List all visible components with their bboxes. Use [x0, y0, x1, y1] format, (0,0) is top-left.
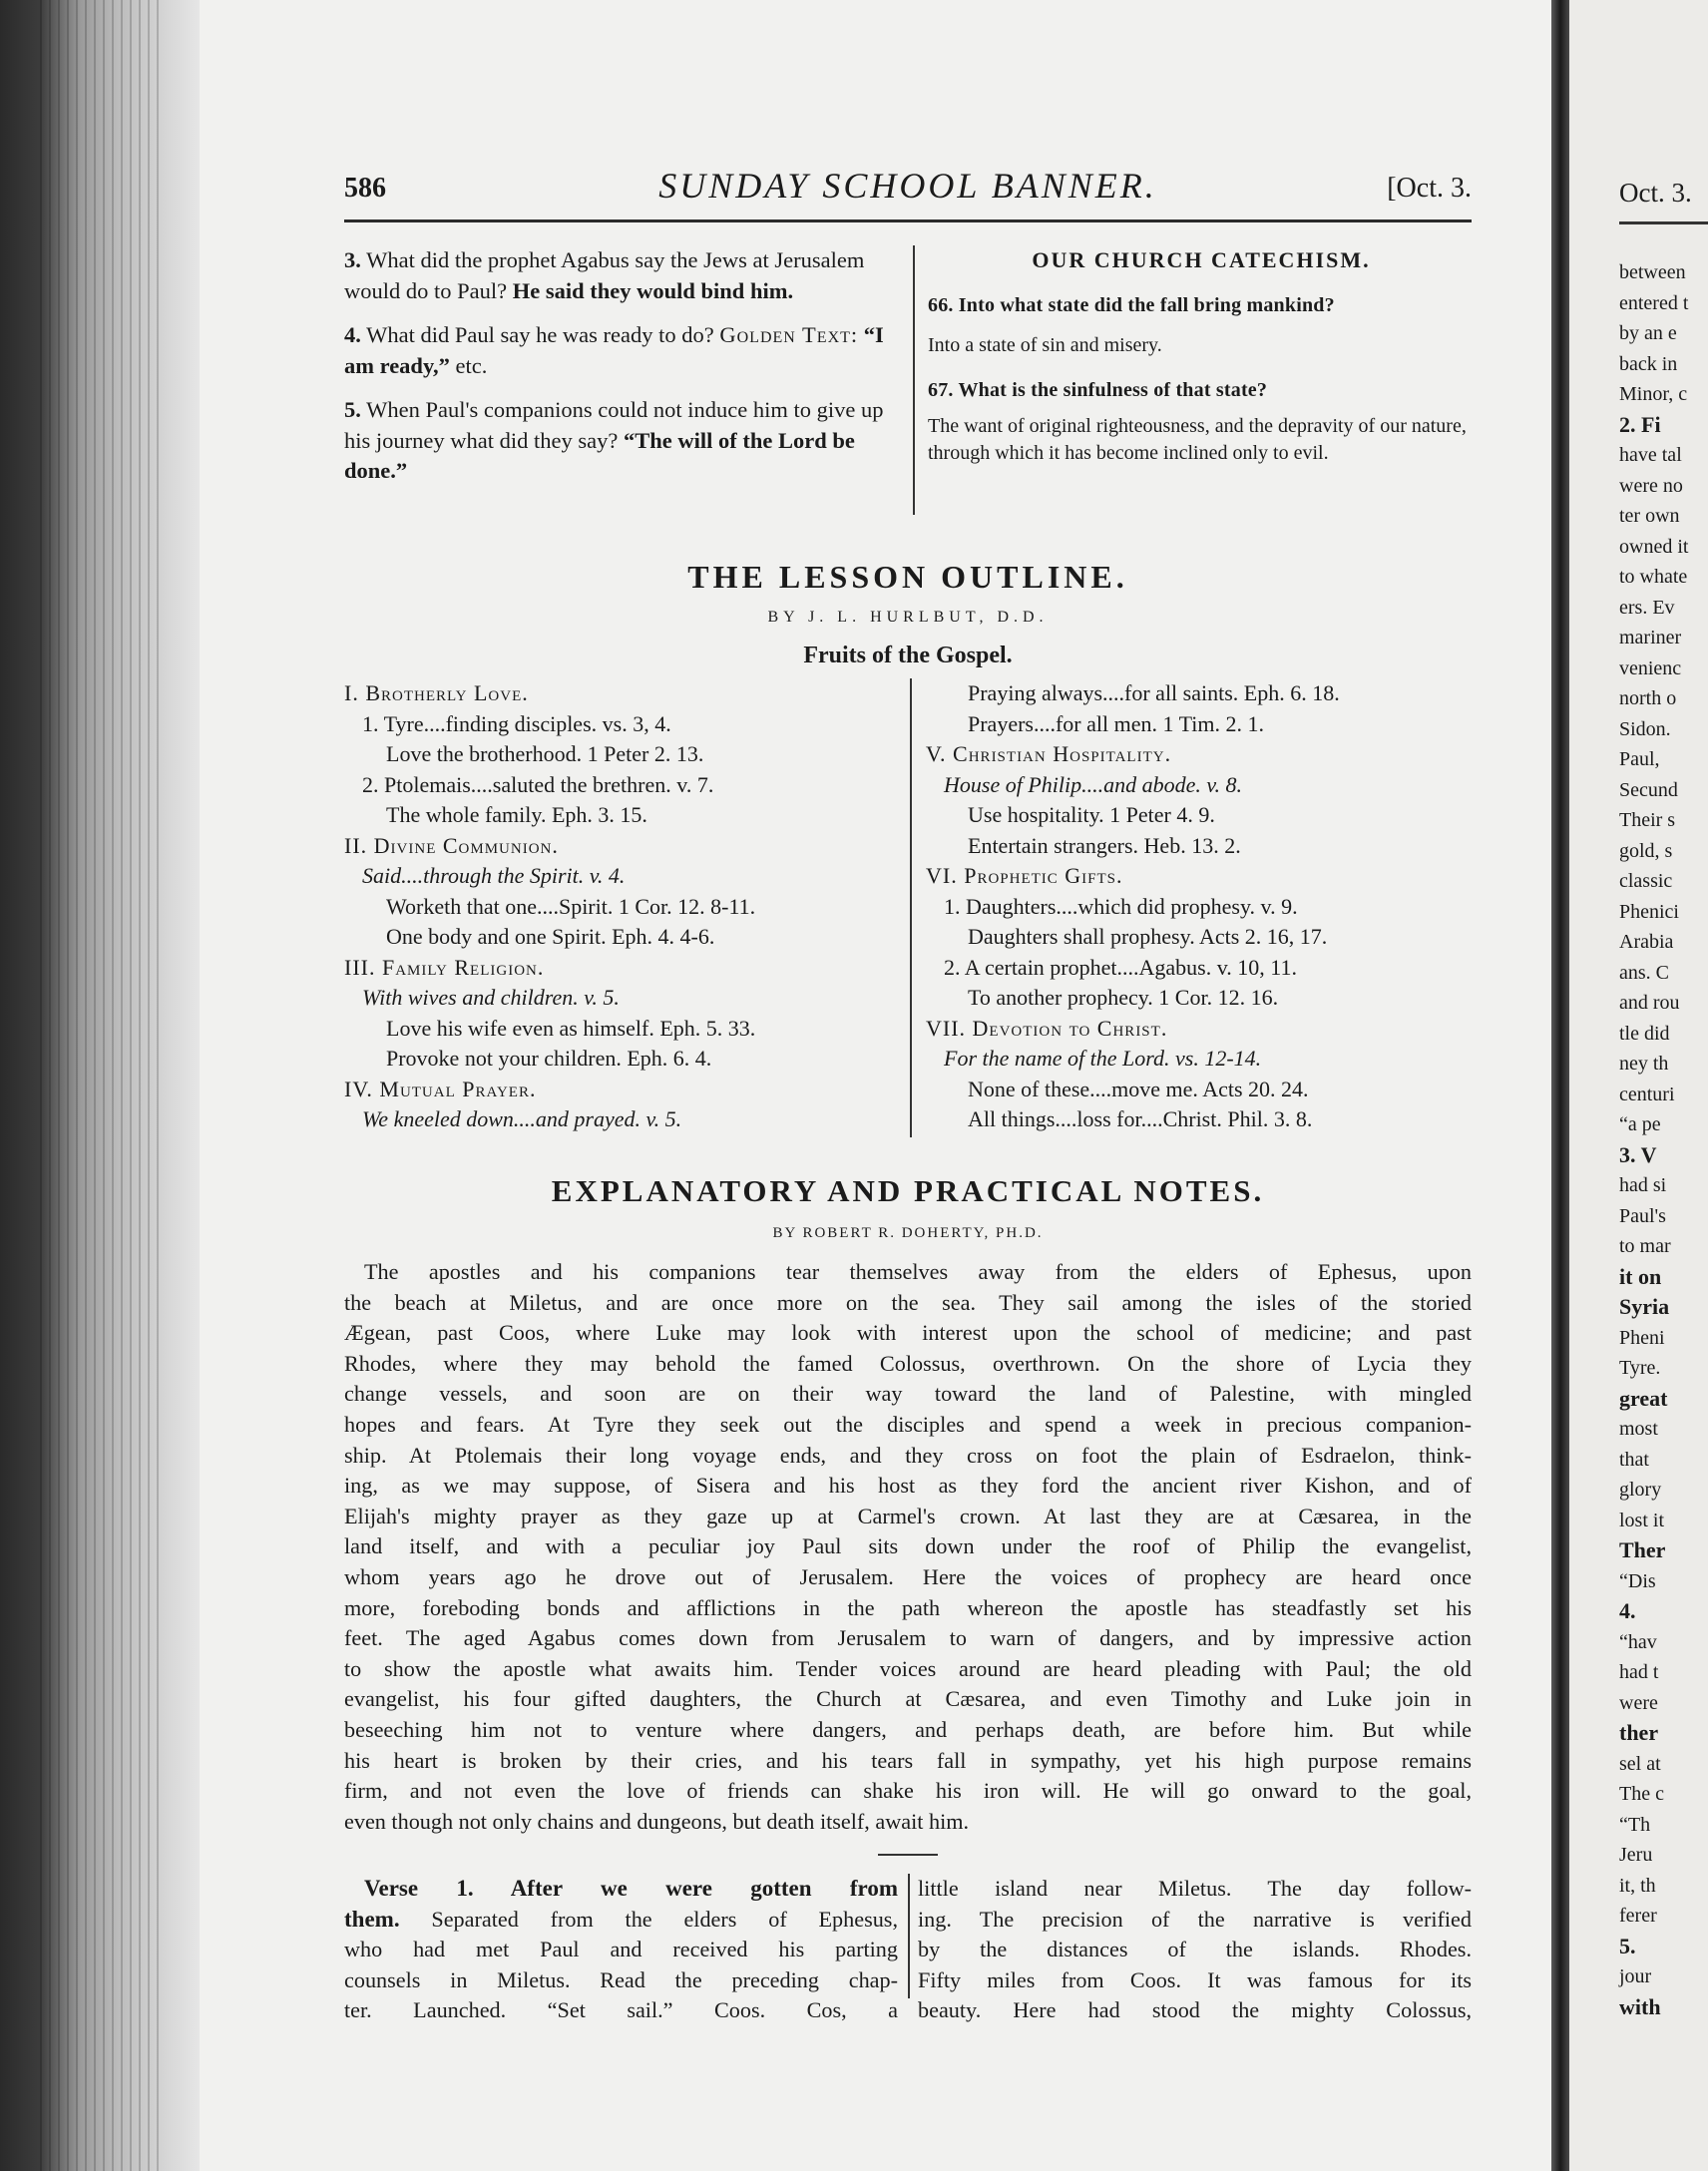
outline-item: Daughters shall prophesy. Acts 2. 16, 17. — [968, 924, 1328, 949]
right-page-line: ther — [1619, 1720, 1659, 1745]
right-page-line: back in — [1619, 352, 1678, 375]
paragraph-line: whom years ago he drove out of Jerusalem. Here the voices of prophecy are heard once — [344, 1563, 1472, 1589]
outline-subtitle: Fruits of the Gospel. — [803, 643, 1013, 668]
outline-item: III. Family Religion. — [344, 954, 545, 980]
outline-item: 1. Tyre....finding disciples. vs. 3, 4. — [362, 710, 671, 736]
paragraph-line: Ægean, past Coos, where Luke may look with interest upon the school of medicine; and past — [344, 1320, 1472, 1346]
right-page-line: 3. V — [1619, 1141, 1657, 1167]
page-header — [344, 165, 1472, 215]
right-page-line: were no — [1619, 474, 1683, 497]
right-page-line: with — [1619, 1993, 1661, 2019]
right-page-line: that — [1619, 1448, 1649, 1471]
right-page-line: centuri — [1619, 1083, 1675, 1105]
paragraph-line: Elijah's mighty prayer as they gaze up at Carmel's crown. At last they are at Cæsarea, in the — [344, 1503, 1472, 1528]
right-page-line: “Dis — [1619, 1569, 1656, 1592]
paragraph-line: more, foreboding bonds and afflictions in the path whereon the apostle has steadfastly set his — [344, 1594, 1472, 1620]
book-binding — [0, 0, 200, 2171]
question-number: 3. — [344, 247, 361, 272]
right-page-line: Paul's — [1619, 1204, 1666, 1227]
verse-text: who had met Paul and received his parting — [344, 1937, 898, 1961]
outline-item: Prayers....for all men. 1 Tim. 2. 1. — [968, 710, 1264, 736]
outline-item: Entertain strangers. Heb. 13. 2. — [968, 832, 1241, 858]
outline-item: 2. Ptolemais....saluted the brethren. v. 7. — [362, 771, 714, 797]
paragraph-line: the beach at Miletus, and are once more on the sea. They sail among the isles of the storied — [344, 1289, 1472, 1315]
right-page-line: Paul, — [1619, 748, 1660, 770]
question-text: What did the prophet Agabus say the Jews at Jerusalem would do to Paul? — [344, 247, 865, 303]
right-page-line: had t — [1619, 1661, 1659, 1683]
outline-byline: BY J. L. HURLBUT, D.D. — [767, 609, 1049, 626]
paragraph-line: evangelist, his four gifted daughters, the Church at Cæsarea, and even Timothy and Luke join in — [344, 1686, 1472, 1712]
right-page-line: it, th — [1619, 1874, 1656, 1897]
right-page-line: had si — [1619, 1174, 1667, 1196]
outline-item: Praying always....for all saints. Eph. 6. 18. — [968, 680, 1340, 705]
right-page-line: Jeru — [1619, 1844, 1653, 1866]
paragraph-line: land itself, and with a peculiar joy Paul sits down under the roof of Philip the evangelist, — [344, 1533, 1472, 1559]
right-page-line: Sidon. — [1619, 717, 1671, 740]
right-page-line: ney th — [1619, 1053, 1669, 1075]
right-page-line: Tyre. — [1619, 1357, 1661, 1379]
outline-item: Provoke not your children. Eph. 6. 4. — [386, 1046, 712, 1071]
paragraph-line: ship. At Ptolemais their long voyage ends, and they cross on foot the plain of Esdraelon, think- — [344, 1442, 1472, 1468]
right-page-header: Oct. 3. — [1619, 178, 1692, 208]
right-page-line: Arabia — [1619, 931, 1674, 953]
right-page-line: ferer — [1619, 1905, 1657, 1927]
catechism-question: 66. Into what state did the fall bring mankind? — [928, 293, 1335, 316]
right-header-rule — [1619, 221, 1708, 224]
question-text: When Paul's companions could not induce him to give up his journey what did they say? — [344, 397, 884, 453]
right-page-line: have tal — [1619, 444, 1682, 466]
paragraph-line: change vessels, and soon are on their way toward the land of Palestine, with mingled — [344, 1381, 1472, 1407]
right-page-line: Minor, c — [1619, 383, 1688, 405]
outline-item: We kneeled down....and prayed. v. 5. — [362, 1106, 682, 1131]
catechism-question: 67. What is the sinfulness of that state? — [928, 378, 1268, 401]
outline-item: Worketh that one....Spirit. 1 Cor. 12. 8-11. — [386, 893, 756, 919]
paragraph-line: to show the apostle what awaits him. Tender voices around are heard pleading with Paul; the old — [344, 1655, 1472, 1681]
outline-item: All things....loss for....Christ. Phil. 3. 8. — [968, 1106, 1313, 1131]
right-page-line: Phenici — [1619, 900, 1679, 923]
outline-title: THE LESSON OUTLINE. — [687, 559, 1128, 595]
outline-item: None of these....move me. Acts 20. 24. — [968, 1076, 1309, 1101]
right-page-line: mariner — [1619, 627, 1682, 649]
right-page-line: tle did — [1619, 1022, 1670, 1045]
right-page-line: “hav — [1619, 1630, 1657, 1653]
right-page-line: entered t — [1619, 291, 1689, 314]
outline-item: Love his wife even as himself. Eph. 5. 33. — [386, 1015, 756, 1041]
outline-item: Love the brotherhood. 1 Peter 2. 13. — [386, 741, 704, 766]
right-page-line: jour — [1619, 1965, 1652, 1987]
question-4 — [344, 320, 903, 381]
verse-text: Separated from the elders of Ephesus, — [399, 1906, 898, 1932]
question-number: 4. — [344, 322, 361, 347]
verse-line: Fifty miles from Coos. It was famous for its — [918, 1966, 1472, 1992]
right-page-line: 5. — [1619, 1933, 1636, 1958]
right-page-line: ers. Ev — [1619, 596, 1675, 619]
outline-item: 1. Daughters....which did prophesy. v. 9. — [944, 893, 1298, 919]
right-page-line: venienc — [1619, 656, 1682, 679]
question-5 — [344, 395, 903, 487]
right-page-line: “a pe — [1619, 1113, 1661, 1135]
right-page-line: and rou — [1619, 992, 1680, 1014]
outline-item: I. Brotherly Love. — [344, 680, 529, 705]
catechism-answer: Into a state of sin and misery. — [928, 334, 1162, 356]
right-page-line: Ther — [1619, 1537, 1666, 1562]
question-number: 5. — [344, 397, 361, 422]
right-page-line: great — [1619, 1385, 1668, 1411]
right-page-line: Their s — [1619, 809, 1676, 831]
outline-item: For the name of the Lord. vs. 12-14. — [944, 1046, 1262, 1071]
verse-line — [344, 1874, 898, 1905]
right-page-line: most — [1619, 1418, 1658, 1440]
verse-line — [344, 1965, 898, 1996]
right-page-line: Syria — [1619, 1294, 1670, 1319]
question-3 — [344, 245, 903, 306]
right-page-line: classic — [1619, 870, 1673, 892]
paragraph-line: feet. The aged Agabus comes down from Jerusalem to warn of dangers, and by impressive action — [344, 1625, 1472, 1651]
question-after: etc. — [455, 352, 488, 378]
verse-line: ing. The precision of the narrative is verified — [918, 1906, 1472, 1932]
verse-notes-left — [344, 1874, 898, 2026]
question-answer: “The will of the Lord be done.” — [344, 427, 855, 483]
right-page-line: owned it — [1619, 535, 1689, 558]
verse-line — [344, 1995, 898, 2026]
notes-title: EXPLANATORY AND PRACTICAL NOTES. — [551, 1173, 1265, 1208]
right-page-line: to mar — [1619, 1235, 1671, 1257]
verse-bold: them. — [344, 1906, 400, 1932]
left-page — [200, 0, 1551, 2171]
paragraph-line: The apostles and his companions tear themselves away from the elders of Ephesus, upon — [364, 1259, 1472, 1284]
right-page-line: by an e — [1619, 322, 1677, 344]
verse-line — [344, 1905, 898, 1936]
church-catechism — [928, 245, 1475, 481]
notes-byline: BY ROBERT R. DOHERTY, PH.D. — [772, 1225, 1044, 1241]
column-divider — [913, 245, 915, 515]
right-page-line: between — [1619, 261, 1686, 283]
outline-item: With wives and children. v. 5. — [362, 985, 620, 1010]
paragraph-line: beseeching him not to venture where dangers, and perhaps death, are before him. But while — [344, 1716, 1472, 1742]
right-page-line: were — [1619, 1691, 1658, 1714]
question-answer: “I am ready,” — [344, 322, 884, 378]
outline-item: VI. Prophetic Gifts. — [926, 863, 1123, 888]
right-page-line: to whate — [1619, 566, 1688, 588]
section-rule — [878, 1854, 938, 1856]
verse-bold: Verse 1. After we were gotten from — [364, 1876, 898, 1901]
right-page-line: ans. C — [1619, 961, 1669, 984]
right-page-line: sel at — [1619, 1752, 1661, 1775]
outline-item: House of Philip....and abode. v. 8. — [944, 771, 1242, 797]
right-page-edge — [1569, 0, 1708, 2171]
verse-text: counsels in Miletus. Read the preceding chap- — [344, 1966, 898, 1992]
question-answer: He said they would bind him. — [512, 277, 794, 303]
notes-paragraph — [344, 1257, 1472, 1837]
right-page-line: 4. — [1619, 1598, 1636, 1623]
paragraph-line: ing, as we may suppose, of Sisera and his host as they ford the ancient river Kishon, and of — [344, 1473, 1472, 1499]
right-page-line: Pheni — [1619, 1326, 1665, 1349]
binding-page-edges — [40, 0, 160, 2171]
paragraph-line: Rhodes, where they may behold the famed Colossus, overthrown. On the shore of Lycia they — [344, 1350, 1472, 1376]
outline-item: To another prophecy. 1 Cor. 12. 16. — [968, 985, 1279, 1010]
verse-line: beauty. Here had stood the mighty Colossus, — [918, 1997, 1472, 2022]
right-page-line: The c — [1619, 1783, 1664, 1805]
verse-line — [344, 1935, 898, 1965]
outline-item: Use hospitality. 1 Peter 4. 9. — [968, 802, 1215, 827]
page-number: 586 — [344, 173, 386, 204]
right-page-line: 2. Fi — [1619, 411, 1661, 437]
outline-item: V. Christian Hospitality. — [926, 741, 1172, 766]
verse-notes-right — [918, 1874, 1472, 2026]
right-page-line: ter own — [1619, 505, 1680, 527]
right-page-lines — [1619, 257, 1688, 2022]
right-page-line: north o — [1619, 687, 1677, 709]
outline-item: One body and one Spirit. Eph. 4. 4-6. — [386, 924, 715, 949]
header-rule — [344, 219, 1472, 222]
column-divider — [908, 1874, 910, 1998]
outline-item: VII. Devotion to Christ. — [926, 1015, 1168, 1041]
question-text: What did Paul say he was ready to do? — [366, 322, 714, 347]
header-date: [Oct. 3. — [1387, 173, 1472, 204]
verse-line: little island near Miletus. The day follow- — [918, 1876, 1472, 1901]
right-page-line: gold, s — [1619, 839, 1673, 862]
outline-item: IV. Mutual Prayer. — [344, 1076, 537, 1101]
right-page-line: glory — [1619, 1479, 1662, 1501]
verse-text: ter. Launched. “Set sail.” Coos. Cos, a — [344, 1997, 898, 2022]
right-page-line: Secund — [1619, 778, 1678, 801]
outline-left-column — [344, 678, 903, 1135]
paragraph-line: hopes and fears. At Tyre they seek out the disciples and spend a week in precious companion- — [344, 1411, 1472, 1437]
paragraph-line: firm, and not even the love of friends can shake his iron will. He will go onward to the goal, — [344, 1778, 1472, 1804]
review-questions — [344, 245, 903, 501]
running-title: SUNDAY SCHOOL BANNER. — [658, 166, 1157, 206]
outline-right-column — [926, 678, 1485, 1135]
catechism-answer: The want of original righteousness, and the depravity of our nature, through which it has become inclined only to evil. — [928, 415, 1467, 464]
paragraph-line: even though not only chains and dungeons, but death itself, await him. — [344, 1808, 970, 1834]
right-page-line: lost it — [1619, 1509, 1665, 1531]
outline-item: The whole family. Eph. 3. 15. — [386, 802, 647, 827]
column-divider — [910, 678, 912, 1137]
right-page-line: “Th — [1619, 1813, 1651, 1836]
outline-item: II. Divine Communion. — [344, 832, 559, 858]
verse-line: by the distances of the islands. Rhodes. — [918, 1937, 1472, 1961]
catechism-title: OUR CHURCH CATECHISM. — [1032, 247, 1371, 272]
outline-item: Said....through the Spirit. v. 4. — [362, 863, 626, 888]
right-page-line: it on — [1619, 1263, 1662, 1289]
outline-item: 2. A certain prophet....Agabus. v. 10, 11. — [944, 954, 1297, 980]
paragraph-line: his heart is broken by their cries, and his tears fall in sympathy, yet his high purpose remains — [344, 1747, 1472, 1773]
golden-text-label: Golden Text: — [719, 322, 859, 347]
page-gutter — [1551, 0, 1569, 2171]
